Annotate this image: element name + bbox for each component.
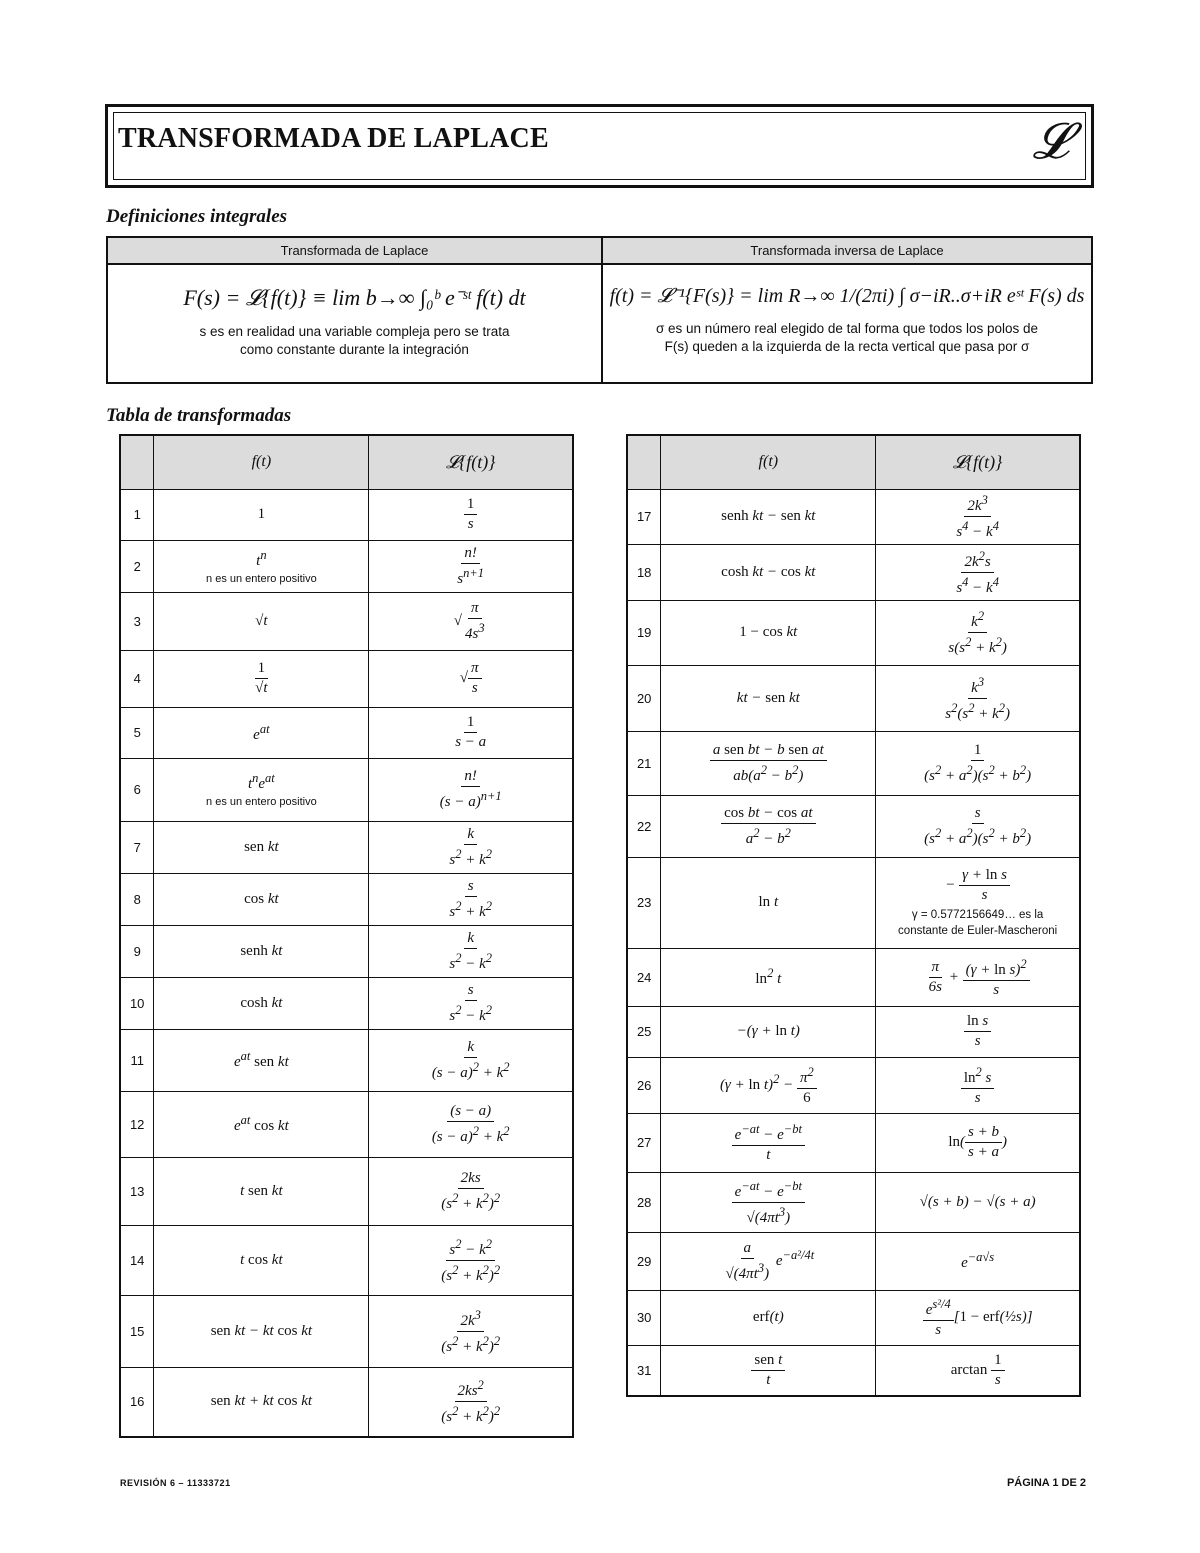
table-row [627, 1345, 1080, 1396]
definitions-table [106, 236, 1093, 384]
F-cell: $\frac{k}{s^2 + k^2}$ [369, 821, 573, 873]
f-cell: sen kt − kt cos kt [154, 1295, 369, 1367]
row-number: 18 [627, 544, 661, 600]
table-row [627, 489, 1080, 544]
f-cell: $e^{at}$ [154, 707, 369, 758]
f-cell: kt − sen kt [661, 665, 876, 731]
inverse-header: Transformada inversa de Laplace [603, 238, 1091, 265]
table-row [627, 1172, 1080, 1232]
col-F-header: 𝓛{f(t)} [369, 435, 573, 489]
row-number: 30 [627, 1290, 661, 1345]
F-cell: $\frac{\pi}{6s}$ + $\frac{(\gamma + \ln s)^2}{s}$ [876, 948, 1080, 1006]
row-number: 27 [627, 1113, 661, 1172]
table-row [627, 1057, 1080, 1113]
F-cell: $\frac{1}{(s^2 + a^2)(s^2 + b^2)}$ [876, 731, 1080, 795]
f-cell: t sen kt [154, 1157, 369, 1225]
row-number: 25 [627, 1006, 661, 1057]
F-cell: √(s + b) − √(s + a) [876, 1172, 1080, 1232]
row-number: 11 [120, 1029, 154, 1091]
laplace-note-line2: como constante durante la integración [240, 342, 469, 357]
laplace-header: Transformada de Laplace [108, 238, 601, 265]
table-row [627, 1113, 1080, 1172]
f-cell: senh kt [154, 925, 369, 977]
row-number: 5 [120, 707, 154, 758]
laplace-formula [108, 285, 601, 311]
table-row [627, 1006, 1080, 1057]
row-number: 23 [627, 857, 661, 948]
num-header [627, 435, 661, 489]
F-cell: $\frac{1}{s - a}$ [369, 707, 573, 758]
table-row [627, 731, 1080, 795]
table-row [627, 665, 1080, 731]
num-header [120, 435, 154, 489]
title-box [105, 104, 1094, 188]
f-cell: sen kt + kt cos kt [154, 1367, 369, 1437]
inverse-note-line2: F(s) queden a la izquierda de la recta vertical que pasa por σ [664, 339, 1030, 354]
page-title: TRANSFORMADA DE LAPLACE [118, 123, 549, 154]
row-number: 31 [627, 1345, 661, 1396]
F-cell: $\frac{2k^3}{(s^2 + k^2)^2}$ [369, 1295, 573, 1367]
col-f-header: f(t) [661, 435, 876, 489]
row-number: 8 [120, 873, 154, 925]
F-cell: $\frac{2k^2s}{s^4 - k^4}$ [876, 544, 1080, 600]
F-cell: $\frac{s}{s^2 - k^2}$ [369, 977, 573, 1029]
laplace-definition [108, 238, 603, 382]
table-row [120, 1367, 573, 1437]
laplace-formula-text: F(s) = 𝓛{f(t)} ≡ lim b→∞ ∫₀ᵇ e⁻ˢᵗ f(t) dt [183, 285, 526, 310]
table-row [627, 857, 1080, 948]
row-number: 13 [120, 1157, 154, 1225]
note-n: n es un entero positivo [206, 572, 317, 585]
table-row [627, 544, 1080, 600]
row-number: 24 [627, 948, 661, 1006]
inverse-definition [603, 238, 1091, 382]
row-number: 26 [627, 1057, 661, 1113]
f-cell: cos kt [154, 873, 369, 925]
F-cell: $\frac{k}{(s - a)^2 + k^2}$ [369, 1029, 573, 1091]
table-row [627, 795, 1080, 857]
inverse-formula [603, 285, 1091, 308]
F-cell: $\frac{2ks^2}{(s^2 + k^2)^2}$ [369, 1367, 573, 1437]
f-cell: $\frac{e^{-at} - e^{-bt}}{t}$ [661, 1113, 876, 1172]
table-row [120, 925, 573, 977]
table-heading: Tabla de transformadas [106, 405, 292, 426]
F-cell: $\frac{k}{s^2 - k^2}$ [369, 925, 573, 977]
gamma-note-2: constante de Euler-Mascheroni [898, 924, 1058, 937]
definitions-heading: Definiciones integrales [106, 206, 288, 227]
table-row [120, 650, 573, 707]
f-cell: erf(t) [661, 1290, 876, 1345]
table-row [120, 1157, 573, 1225]
row-number: 9 [120, 925, 154, 977]
table-header-row [627, 435, 1080, 489]
row-number: 17 [627, 489, 661, 544]
f-cell: $\ln^2 t$ [661, 948, 876, 1006]
table-row [120, 1091, 573, 1157]
col-F-header: 𝓛{f(t)} [876, 435, 1080, 489]
inverse-note [603, 320, 1091, 356]
f-cell: $e^{at}$ cos kt [154, 1091, 369, 1157]
transforms-table-right [626, 434, 1081, 1397]
f-cell: −(γ + ln t) [661, 1006, 876, 1057]
note-n: n es un entero positivo [206, 796, 317, 808]
f-cell: $t^ne^{at}$ n es un entero positivo [154, 758, 369, 821]
F-cell: √ $\frac{\pi}{4s^3}$ [369, 592, 573, 650]
row-number: 16 [120, 1367, 154, 1437]
F-cell: $\frac{(s - a)}{(s - a)^2 + k^2}$ [369, 1091, 573, 1157]
f-cell: $\frac{\text{sen t}}{t}$ [661, 1345, 876, 1396]
F-cell: $\frac{\ln^2 s}{s}$ [876, 1057, 1080, 1113]
F-cell: √ $\frac{\pi}{s}$ [369, 650, 573, 707]
col-f-header: f(t) [154, 435, 369, 489]
inverse-formula-text: f(t) = 𝓛⁻¹{F(s)} = lim R→∞ 1/(2πi) ∫ σ−iR..σ+iR eˢᵗ F(s) ds [609, 285, 1085, 307]
table-row [627, 1232, 1080, 1290]
row-number: 3 [120, 592, 154, 650]
table-row [120, 592, 573, 650]
transforms-table-left [119, 434, 574, 1438]
row-number: 14 [120, 1225, 154, 1295]
table-row [120, 707, 573, 758]
gamma-note-1: γ = 0.5772156649… es la [911, 908, 1044, 921]
row-number: 15 [120, 1295, 154, 1367]
table-row [627, 1290, 1080, 1345]
F-cell: − $\frac{\text{γ + ln s}}{s}$ γ = 0.5772156649… es la constante de Euler-Mascheroni [876, 857, 1080, 948]
table-row [120, 821, 573, 873]
F-cell: arctan $\frac{1}{s}$ [876, 1345, 1080, 1396]
row-number: 4 [120, 650, 154, 707]
row-number: 21 [627, 731, 661, 795]
row-number: 20 [627, 665, 661, 731]
f-cell: ln t [661, 857, 876, 948]
footer-revision: REVISIÓN 6 – 11333721 [120, 1478, 231, 1488]
f-cell: $e^{at}$ sen kt [154, 1029, 369, 1091]
f-cell: $(\gamma + \ln t)^2$ − $\frac{\pi^2}{6}$ [661, 1057, 876, 1113]
f-cell: 1 − cos kt [661, 600, 876, 665]
row-number: 1 [120, 489, 154, 540]
f-cell: $\frac{\text{a sen bt − b sen at}}{ab(a^2 - b^2)}$ [661, 731, 876, 795]
F-cell: $\frac{s}{(s^2 + a^2)(s^2 + b^2)}$ [876, 795, 1080, 857]
f-cell: $\frac{\text{cos bt − cos at}}{a^2 - b^2}$ [661, 795, 876, 857]
F-cell: $\frac{\text{ln s}}{s}$ [876, 1006, 1080, 1057]
laplace-script-logo: 𝓛 [1032, 112, 1069, 170]
f-cell: cosh kt − cos kt [661, 544, 876, 600]
table-row [627, 600, 1080, 665]
F-cell: $\frac{1}{s}$ [369, 489, 573, 540]
F-cell: $\frac{e^{s^2/4}}{s}$ [1 − erf(½s)] [876, 1290, 1080, 1345]
row-number: 2 [120, 540, 154, 592]
row-number: 28 [627, 1172, 661, 1232]
laplace-note-line1: s es en realidad una variable compleja pero se trata [199, 324, 510, 339]
footer-page-number: PÁGINA 1 DE 2 [1006, 1477, 1086, 1489]
f-cell: cosh kt [154, 977, 369, 1029]
F-cell: $\frac{s}{s^2 + k^2}$ [369, 873, 573, 925]
F-cell: $\frac{n!}{s^{n+1}}$ [369, 540, 573, 592]
f-cell: senh kt − sen kt [661, 489, 876, 544]
row-number: 6 [120, 758, 154, 821]
table-row [120, 977, 573, 1029]
f-cell: $t^n$ n es un entero positivo [154, 540, 369, 592]
f-cell: 1 [154, 489, 369, 540]
F-cell: $\frac{2k^3}{s^4 - k^4}$ [876, 489, 1080, 544]
table-row [120, 489, 573, 540]
row-number: 29 [627, 1232, 661, 1290]
f-cell: sen kt [154, 821, 369, 873]
row-number: 22 [627, 795, 661, 857]
F-cell: $\frac{k^2}{s(s^2 + k^2)}$ [876, 600, 1080, 665]
f-cell: $\frac{a}{√(4\pi t^3)}$ $e^{-a^2/4t}$ [661, 1232, 876, 1290]
f-cell: √t [154, 592, 369, 650]
f-cell: $\frac{e^{-at} - e^{-bt}}{√(4\pi t^3)}$ [661, 1172, 876, 1232]
table-row [120, 1295, 573, 1367]
table-row [120, 758, 573, 821]
F-cell: $e^{-a√s}$ [876, 1232, 1080, 1290]
table-header-row [120, 435, 573, 489]
inverse-note-line1: σ es un número real elegido de tal forma que todos los polos de [655, 321, 1039, 336]
F-cell: $\frac{s^2 - k^2}{(s^2 + k^2)^2}$ [369, 1225, 573, 1295]
table-row [627, 948, 1080, 1006]
F-cell: $\frac{2ks}{(s^2 + k^2)^2}$ [369, 1157, 573, 1225]
row-number: 7 [120, 821, 154, 873]
table-row [120, 540, 573, 592]
F-cell: $\frac{k^3}{s^2(s^2 + k^2)}$ [876, 665, 1080, 731]
F-cell: $\frac{n!}{(s - a)^{n+1}}$ [369, 758, 573, 821]
table-row [120, 1029, 573, 1091]
laplace-note [108, 323, 601, 359]
F-cell: ln( $\frac{s + b}{s + a}$ ) [876, 1113, 1080, 1172]
row-number: 12 [120, 1091, 154, 1157]
table-row [120, 1225, 573, 1295]
table-row [120, 873, 573, 925]
row-number: 10 [120, 977, 154, 1029]
f-cell: $\frac{1}{√t}$ [154, 650, 369, 707]
row-number: 19 [627, 600, 661, 665]
f-cell: t cos kt [154, 1225, 369, 1295]
